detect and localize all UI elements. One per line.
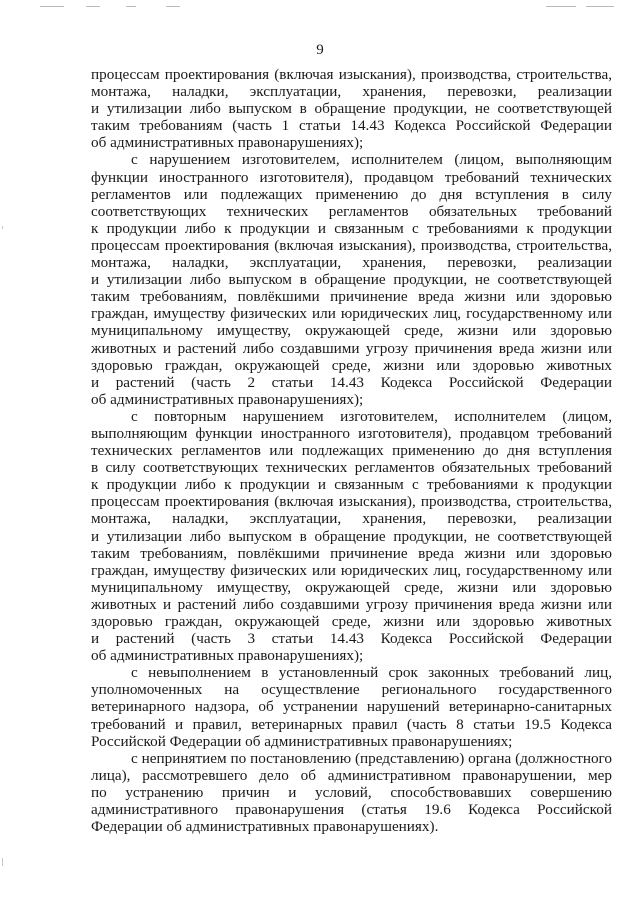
text-line: таким требованиям, повлёкшими причинение вреда жизни или здоровью — [91, 544, 612, 562]
text-line: здоровью граждан, окружающей среде, жизни или здоровью животных — [91, 613, 612, 630]
text-line: граждан, имуществу физических или юридических лиц, государственному или — [91, 561, 612, 579]
paragraph — [91, 664, 612, 749]
text-line: процессам проектирования (включая изыскания), производства, строительства, — [91, 493, 612, 511]
text-line: технических регламентов или подлежащих применению до дня вступления — [91, 442, 612, 460]
text-line: граждан, имуществу физических или юридических лиц, государственному или — [91, 305, 612, 323]
text-line: соответствующих технических регламентов обязательных требований — [91, 202, 612, 220]
text-line: и растений (часть 3 статьи 14.43 Кодекса Российской Федерации — [91, 630, 612, 648]
paragraph — [91, 408, 612, 664]
scan-artifact — [586, 6, 614, 7]
text-line: муниципальному имуществу, окружающей среде, жизни или здоровью — [91, 578, 612, 596]
text-line: об административных правонарушениях); — [91, 390, 364, 408]
text-line: к продукции либо к продукции и связанным с требованиями к продукции — [91, 476, 612, 494]
text-line: таким требованиям (часть 1 статьи 14.43 Кодекса Российской Федерации — [91, 117, 612, 135]
text-line: муниципальному имуществу, окружающей среде, жизни или здоровью — [91, 322, 612, 340]
text-line: регламентов или подлежащих применению до дня вступления в силу — [91, 185, 612, 203]
document-body — [91, 66, 612, 835]
text-line: и утилизации либо выпуском в обращение продукции, не соответствующей — [91, 271, 612, 289]
text-line: по устранению причин и условий, способствовавших совершению — [91, 783, 612, 801]
text-line: монтажа, наладки, эксплуатации, хранения, перевозки, реализации — [91, 83, 612, 101]
paragraph — [91, 151, 612, 407]
scan-artifact — [86, 6, 100, 7]
text-line: требований и правил, ветеринарных правил (часть 8 статьи 19.5 Кодекса — [91, 715, 612, 733]
paragraph — [91, 750, 612, 835]
text-line: с невыполнением в установленный срок законных требований лиц, — [131, 664, 612, 682]
text-line: и утилизации либо выпуском в обращение продукции, не соответствующей — [91, 527, 612, 545]
text-line: и растений (часть 2 статьи 14.43 Кодекса Российской Федерации — [91, 373, 612, 391]
text-line: Российской Федерации об административных правонарушениях; — [91, 732, 513, 750]
text-line: об административных правонарушениях); — [91, 647, 364, 665]
scan-artifact — [2, 226, 3, 229]
text-line: функции иностранного изготовителя), продавцом требований технических — [91, 168, 612, 186]
text-line: монтажа, наладки, эксплуатации, хранения, перевозки, реализации — [91, 254, 612, 272]
scan-artifact — [2, 858, 3, 866]
text-line: здоровью граждан, окружающей среде, жизни или здоровью животных — [91, 356, 612, 374]
text-line: уполномоченных на осуществление регионального государственного — [91, 681, 612, 699]
text-line: процессам проектирования (включая изыскания), производства, строительства, — [91, 236, 612, 254]
text-line: животных и растений либо создавшими угрозу причинения вреда жизни или — [91, 339, 612, 357]
text-line: и утилизации либо выпуском в обращение продукции, не соответствующей — [91, 100, 612, 118]
text-line: Федерации об административных правонарушениях). — [91, 818, 439, 836]
scan-artifact — [126, 6, 136, 7]
scan-artifact — [40, 6, 64, 7]
text-line: административного правонарушения (статья 19.6 Кодекса Российской — [91, 801, 612, 819]
text-line: с повторным нарушением изготовителем, исполнителем (лицом, — [131, 407, 612, 425]
text-line: выполняющим функции иностранного изготовителя), продавцом требований — [91, 424, 612, 442]
scan-artifact — [166, 6, 180, 7]
page-number: 9 — [316, 42, 324, 58]
text-line: монтажа, наладки, эксплуатации, хранения, перевозки, реализации — [91, 510, 612, 528]
text-line: с нарушением изготовителем, исполнителем (лицом, выполняющим — [131, 151, 612, 169]
text-line: лица), рассмотревшего дело об административном правонарушении, мер — [91, 766, 612, 784]
text-line: процессам проектирования (включая изыскания), производства, строительства, — [91, 66, 612, 83]
text-line: об административных правонарушениях); — [91, 134, 364, 152]
scan-artifact — [546, 6, 576, 7]
text-line: к продукции либо к продукции и связанным с требованиями к продукции — [91, 219, 612, 237]
text-line: с непринятием по постановлению (представлению) органа (должностного — [131, 749, 612, 767]
text-line: в силу соответствующих технических регламентов обязательных требований — [91, 459, 612, 477]
text-line: таким требованиям, повлёкшими причинение вреда жизни или здоровью — [91, 288, 612, 306]
paragraph — [91, 66, 612, 151]
text-line: ветеринарного надзора, об устранении нарушений ветеринарно-санитарных — [91, 698, 612, 716]
text-line: животных и растений либо создавшими угрозу причинения вреда жизни или — [91, 595, 612, 613]
